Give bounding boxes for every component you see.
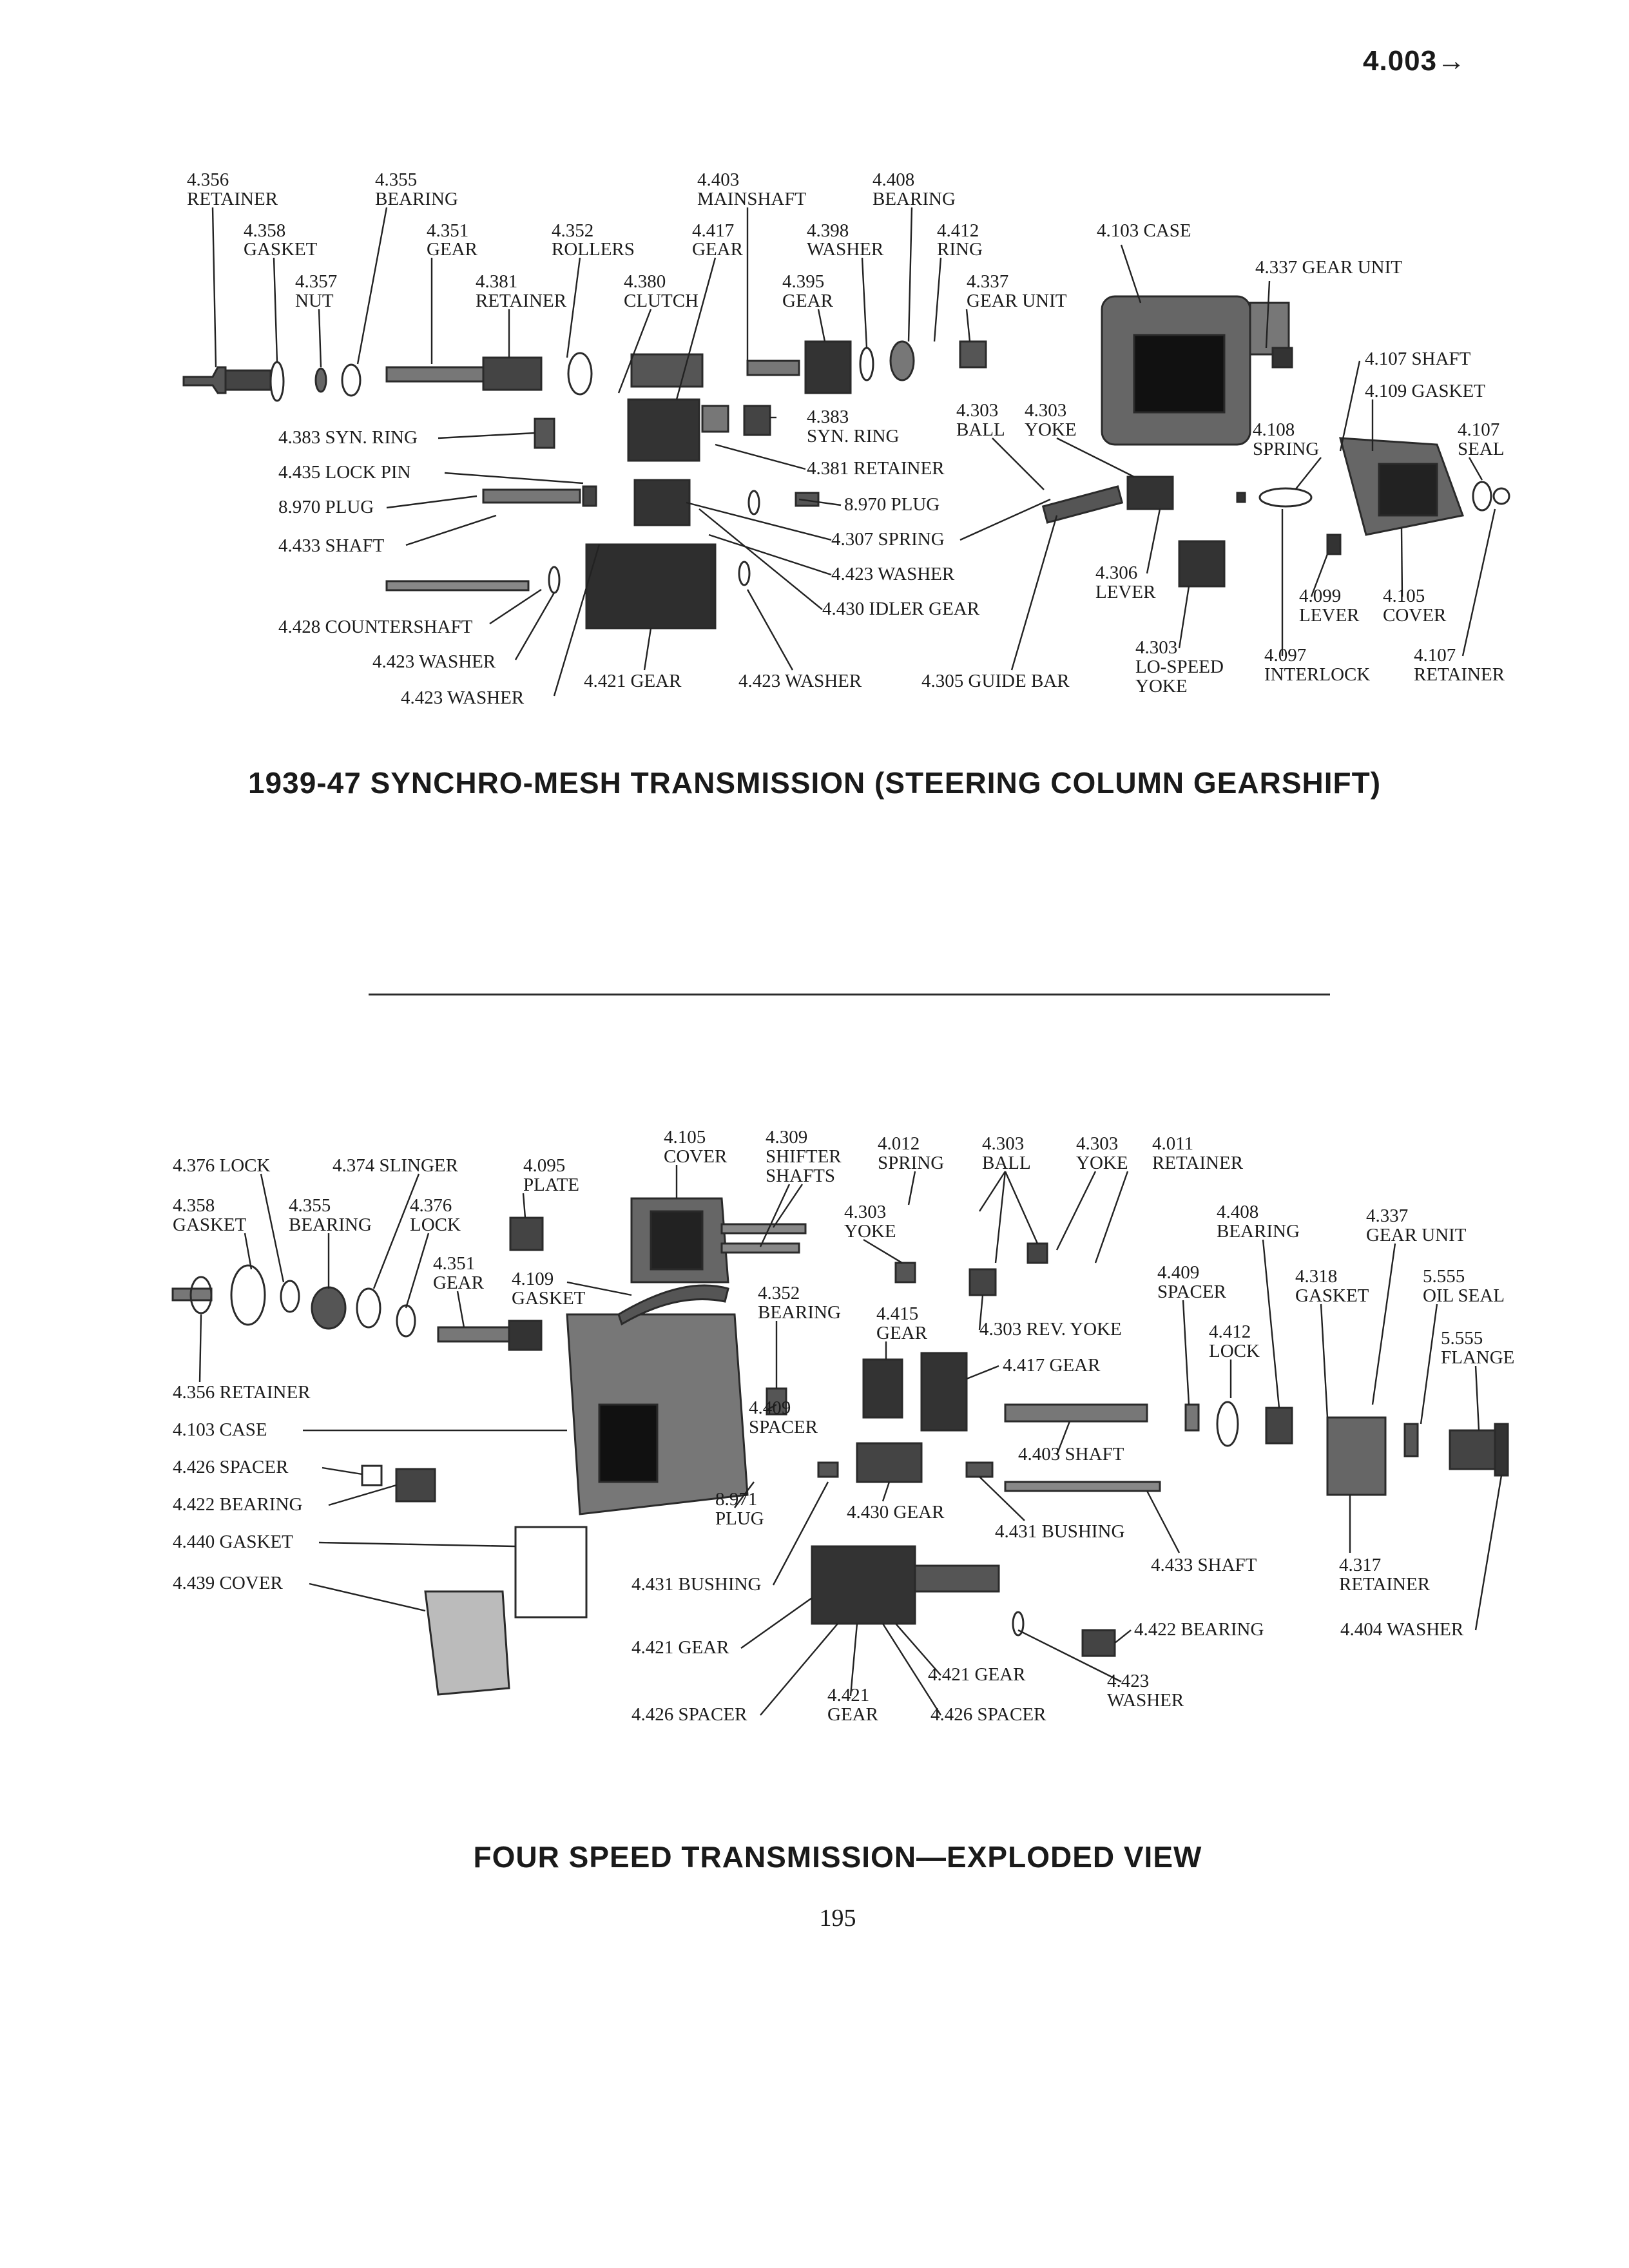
part-label: GASKET: [244, 239, 318, 260]
part-label: GEAR UNIT: [967, 291, 1067, 311]
part-label: 4.421 GEAR: [584, 671, 682, 691]
part-label: 4.358: [173, 1195, 215, 1216]
part-label: 4.355: [375, 169, 418, 190]
part-label: RETAINER: [1152, 1153, 1244, 1173]
part-label: 4.423 WASHER: [738, 671, 862, 691]
part-label: 4.105: [664, 1127, 706, 1148]
part-label: 4.395: [782, 271, 825, 292]
part-label: COVER: [664, 1146, 728, 1167]
part-label: 4.398: [807, 220, 849, 241]
part-label: 4.421 GEAR: [928, 1664, 1026, 1685]
part-label: GEAR: [782, 291, 833, 311]
part-label: GEAR UNIT: [1366, 1225, 1467, 1245]
diagram-2-labels: [173, 1127, 1514, 1725]
part-label: SPRING: [1253, 439, 1320, 459]
part-label: MAINSHAFT: [697, 189, 807, 209]
part-label: CLUTCH: [624, 291, 699, 311]
part-label: YOKE: [1025, 419, 1077, 440]
part-label: 4.430 GEAR: [847, 1502, 945, 1523]
part-label: GEAR: [427, 239, 477, 260]
part-label: SYN. RING: [807, 426, 900, 447]
part-label: 4.403: [697, 169, 740, 190]
part-label: 4.356 RETAINER: [173, 1382, 311, 1403]
part-label: GEAR: [692, 239, 743, 260]
part-label: SEAL: [1458, 439, 1505, 459]
section-reference: 4.003→: [1363, 45, 1467, 77]
part-label: 4.095: [523, 1155, 566, 1176]
part-label: 4.303: [1076, 1133, 1119, 1154]
part-label: COVER: [1383, 605, 1447, 626]
part-label: 4.318: [1295, 1266, 1338, 1287]
part-label: 4.428 COUNTERSHAFT: [278, 617, 473, 637]
part-label: 4.422 BEARING: [1134, 1619, 1264, 1640]
part-label: 4.417 GEAR: [1003, 1355, 1101, 1376]
part-label: 5.555: [1423, 1266, 1465, 1287]
part-label: SHIFTER: [766, 1146, 842, 1167]
part-label: 4.423: [1107, 1671, 1150, 1691]
part-label: 4.303: [956, 400, 999, 421]
part-label: 4.351: [433, 1253, 476, 1274]
part-label: LO-SPEED: [1135, 657, 1224, 677]
part-label: BEARING: [1217, 1221, 1300, 1242]
figure-2-title: FOUR SPEED TRANSMISSION—EXPLODED VIEW: [473, 1840, 1202, 1874]
part-label: FLANGE: [1441, 1347, 1515, 1368]
part-label: RETAINER: [476, 291, 567, 311]
part-label: 4.109: [512, 1269, 554, 1289]
part-label: BALL: [956, 419, 1005, 440]
part-label: GASKET: [1295, 1285, 1369, 1306]
part-label: 4.409: [1157, 1262, 1200, 1283]
part-label: 4.303 REV. YOKE: [979, 1319, 1122, 1340]
part-label: 4.412: [1209, 1321, 1251, 1342]
part-label: 4.358: [244, 220, 286, 241]
part-label: 4.356: [187, 169, 229, 190]
part-label: OIL SEAL: [1423, 1285, 1505, 1306]
part-label: GASKET: [512, 1288, 586, 1309]
part-label: NUT: [295, 291, 334, 311]
part-label: 4.107 SHAFT: [1365, 349, 1471, 369]
page-number: 195: [819, 1905, 856, 1932]
part-label: 4.099: [1299, 586, 1342, 606]
part-label: BALL: [982, 1153, 1031, 1173]
part-label: 4.431 BUSHING: [631, 1574, 762, 1595]
part-label: 4.439 COVER: [173, 1573, 283, 1593]
part-label: 4.303: [982, 1133, 1025, 1154]
part-label: 4.109 GASKET: [1365, 381, 1485, 401]
part-label: 8.970 PLUG: [278, 497, 374, 517]
part-label: LEVER: [1095, 582, 1156, 602]
figure-1-title: 1939-47 SYNCHRO-MESH TRANSMISSION (STEERING COLUMN GEARSHIFT): [247, 766, 1382, 800]
part-label: 4.433 SHAFT: [278, 535, 385, 556]
part-label: 8.970 PLUG: [844, 494, 940, 515]
part-label: 4.426 SPACER: [173, 1457, 289, 1477]
part-label: 4.352: [552, 220, 594, 241]
part-label: BEARING: [375, 189, 458, 209]
part-label: LEVER: [1299, 605, 1360, 626]
part-label: 8.971: [715, 1489, 758, 1510]
part-label: 4.103 CASE: [173, 1419, 267, 1440]
part-label: 4.423 WASHER: [401, 687, 525, 708]
part-label: PLATE: [523, 1175, 579, 1195]
part-label: 4.317: [1339, 1555, 1382, 1575]
part-label: 4.011: [1152, 1133, 1194, 1154]
part-label: 4.435 LOCK PIN: [278, 462, 411, 483]
part-label: 4.107: [1414, 645, 1456, 666]
part-label: 4.403 SHAFT: [1018, 1444, 1124, 1465]
part-label: 4.376 LOCK: [173, 1155, 271, 1176]
part-label: RETAINER: [1339, 1574, 1431, 1595]
part-label: 4.409: [749, 1398, 791, 1418]
part-label: LOCK: [1209, 1341, 1260, 1361]
part-label: 4.337 GEAR UNIT: [1255, 257, 1402, 278]
part-label: 4.381: [476, 271, 518, 292]
part-label: 4.337: [1366, 1206, 1409, 1226]
part-label: 4.307 SPRING: [831, 529, 945, 550]
part-label: 4.374 SLINGER: [333, 1155, 458, 1176]
part-label: GASKET: [173, 1215, 247, 1235]
part-label: WASHER: [807, 239, 884, 260]
part-label: 4.383: [807, 407, 849, 427]
part-label: 5.555: [1441, 1328, 1483, 1349]
part-label: 4.352: [758, 1283, 800, 1303]
part-label: SPRING: [878, 1153, 945, 1173]
part-label: 4.426 SPACER: [631, 1704, 747, 1725]
part-label: BEARING: [289, 1215, 372, 1235]
part-label: 4.430 IDLER GEAR: [822, 599, 980, 619]
part-label: 4.303: [1025, 400, 1067, 421]
part-label: 4.408: [872, 169, 915, 190]
part-label: RETAINER: [187, 189, 278, 209]
part-label: YOKE: [844, 1221, 896, 1242]
part-label: SPACER: [749, 1417, 818, 1437]
part-label: WASHER: [1107, 1690, 1184, 1711]
part-label: PLUG: [715, 1508, 764, 1529]
part-label: ROLLERS: [552, 239, 635, 260]
part-label: INTERLOCK: [1264, 664, 1371, 685]
part-label: 4.357: [295, 271, 338, 292]
part-label: 4.351: [427, 220, 469, 241]
part-label: 4.440 GASKET: [173, 1532, 293, 1552]
part-label: 4.097: [1264, 645, 1307, 666]
part-label: 4.107: [1458, 419, 1500, 440]
part-label: RING: [937, 239, 983, 260]
part-label: YOKE: [1135, 676, 1188, 697]
part-label: GEAR: [827, 1704, 878, 1725]
part-label: 4.381 RETAINER: [807, 458, 945, 479]
part-label: 4.421: [827, 1685, 870, 1706]
part-label: 4.417: [692, 220, 735, 241]
part-label: 4.355: [289, 1195, 331, 1216]
part-label: 4.383 SYN. RING: [278, 427, 418, 448]
part-label: 4.412: [937, 220, 979, 241]
part-label: 4.376: [410, 1195, 452, 1216]
part-label: RETAINER: [1414, 664, 1505, 685]
part-label: 4.303: [844, 1202, 887, 1222]
part-label: 4.303: [1135, 637, 1178, 658]
part-label: 4.426 SPACER: [930, 1704, 1046, 1725]
part-label: 4.108: [1253, 419, 1295, 440]
part-label: 4.431 BUSHING: [995, 1521, 1125, 1542]
part-label: BEARING: [758, 1302, 841, 1323]
part-label: BEARING: [872, 189, 956, 209]
part-label: 4.309: [766, 1127, 808, 1148]
part-label: 4.306: [1095, 562, 1138, 583]
part-label: 4.305 GUIDE BAR: [921, 671, 1070, 691]
part-label: 4.103 CASE: [1097, 220, 1191, 241]
part-label: 4.408: [1217, 1202, 1259, 1222]
part-label: 4.421 GEAR: [631, 1637, 729, 1658]
part-label: GEAR: [876, 1323, 927, 1343]
part-label: 4.423 WASHER: [831, 564, 955, 584]
part-label: GEAR: [433, 1273, 484, 1293]
part-label: SPACER: [1157, 1282, 1226, 1302]
part-label: 4.337: [967, 271, 1009, 292]
part-label: 4.422 BEARING: [173, 1494, 303, 1515]
part-label: 4.433 SHAFT: [1151, 1555, 1257, 1575]
part-label: 4.415: [876, 1303, 919, 1324]
part-label: 4.404 WASHER: [1340, 1619, 1464, 1640]
part-label: LOCK: [410, 1215, 461, 1235]
diagram-2-leaders: [200, 1165, 1501, 1715]
part-label: YOKE: [1076, 1153, 1128, 1173]
part-label: SHAFTS: [766, 1166, 835, 1186]
part-label: 4.423 WASHER: [372, 651, 496, 672]
part-label: 4.012: [878, 1133, 920, 1154]
part-label: 4.380: [624, 271, 666, 292]
part-label: 4.105: [1383, 586, 1425, 606]
